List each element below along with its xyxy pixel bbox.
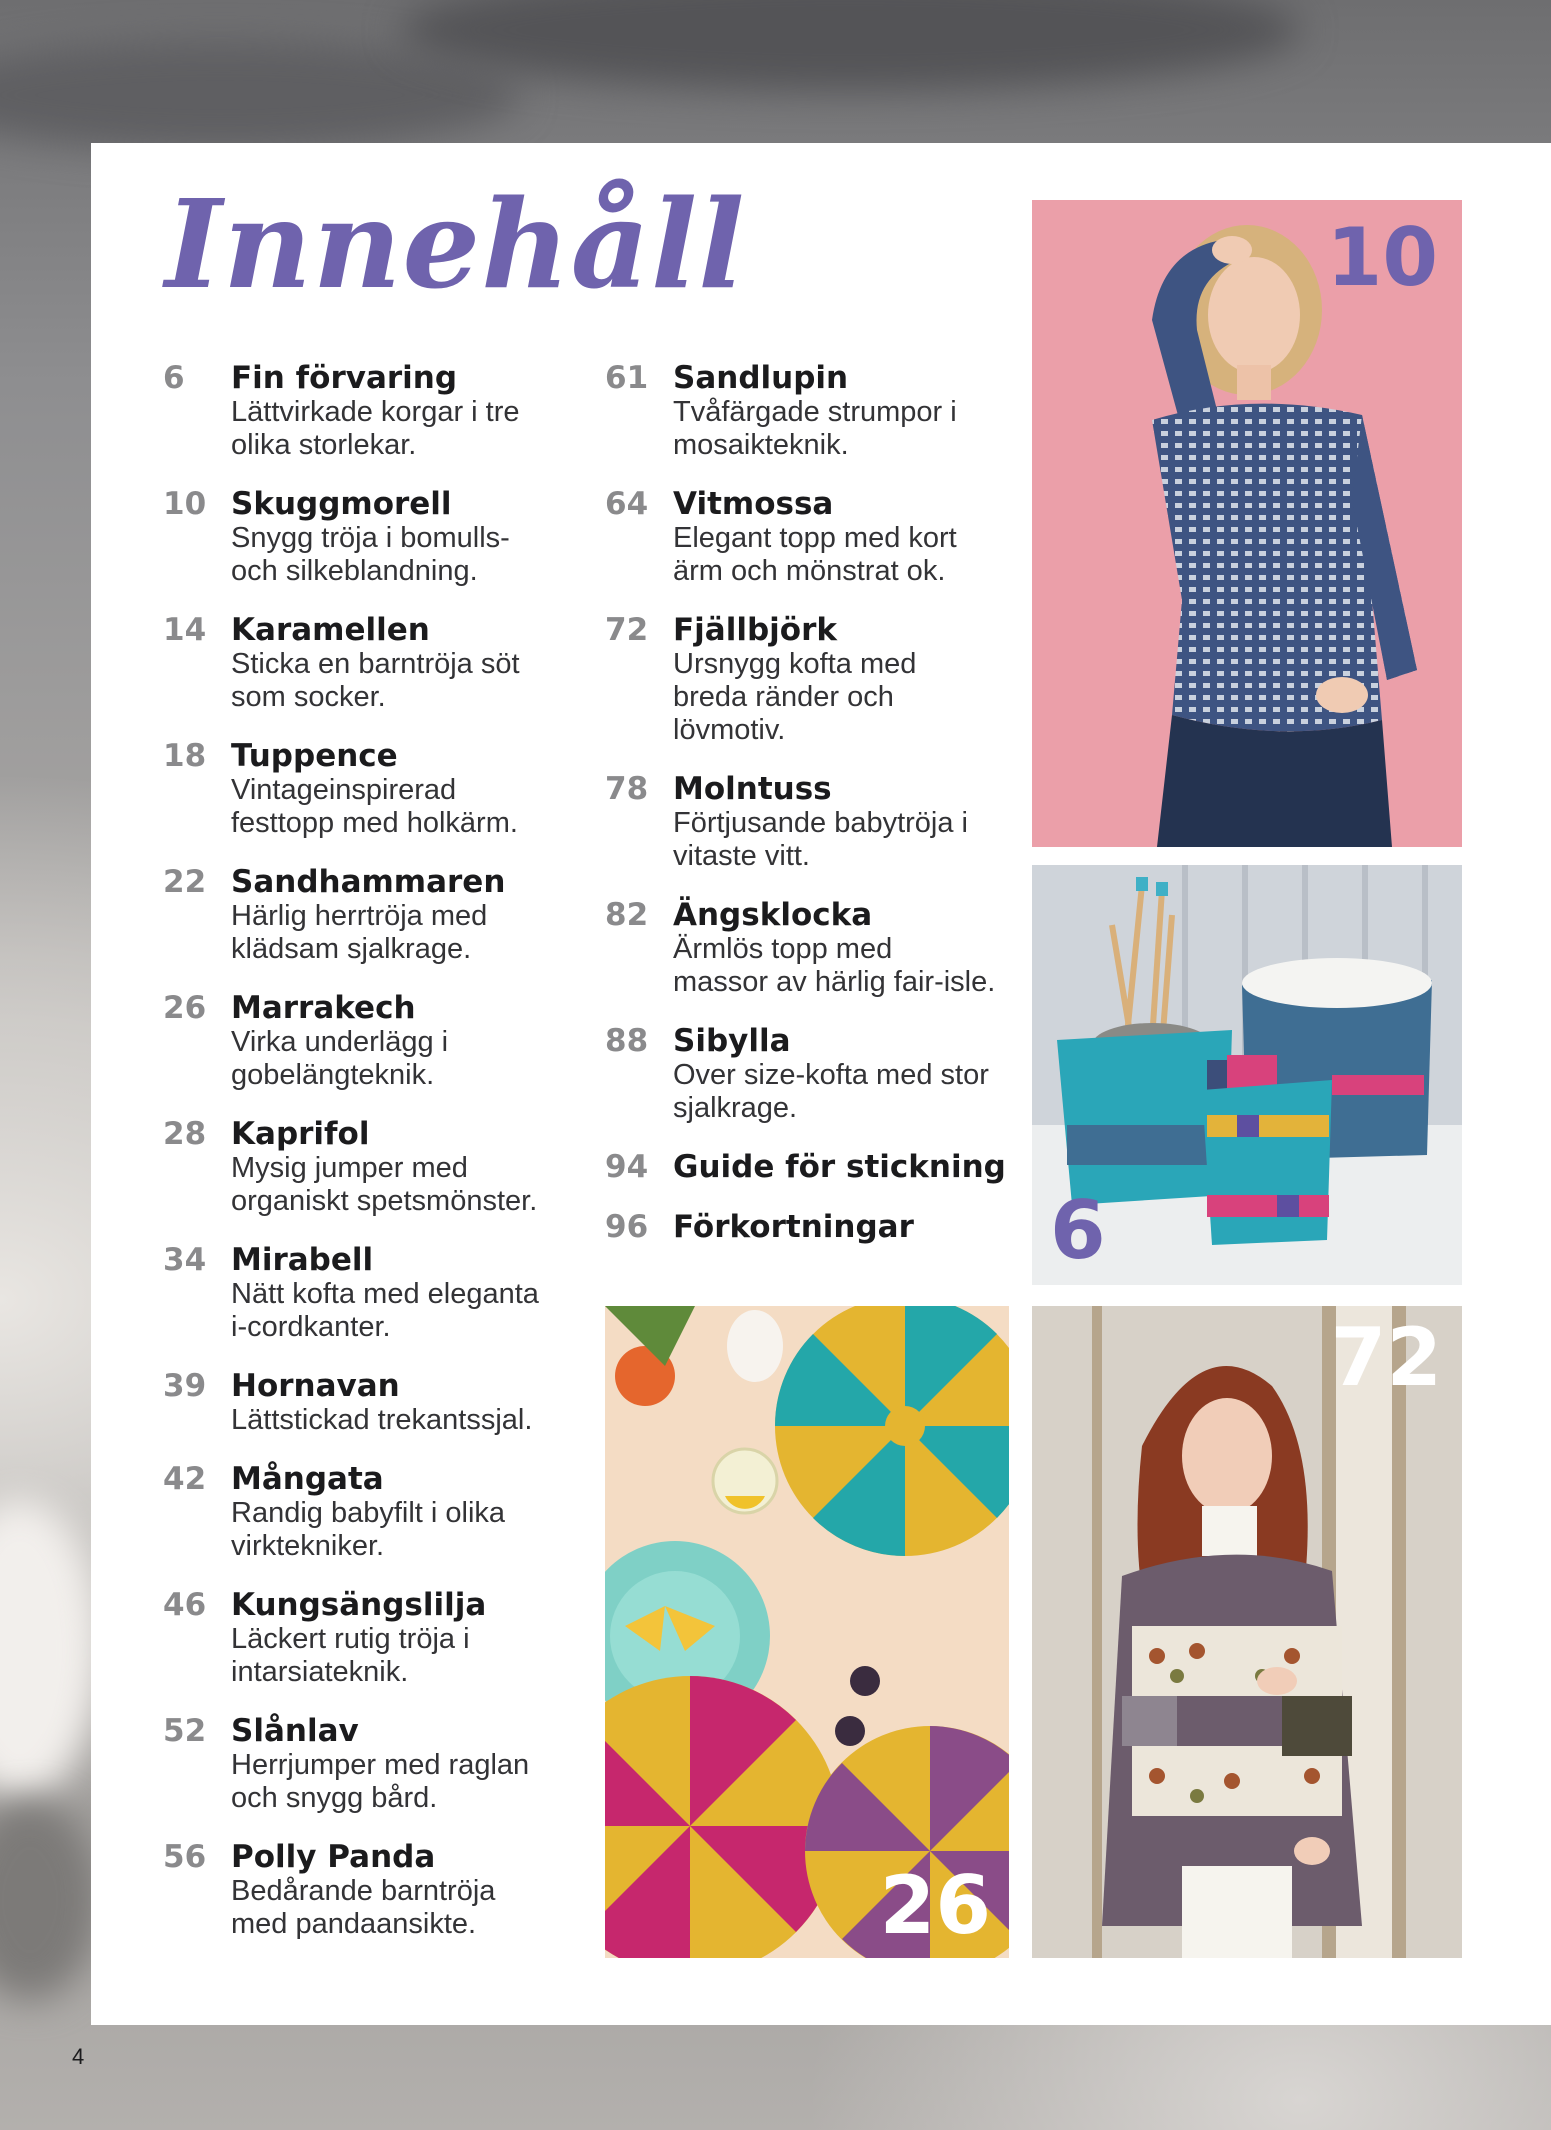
toc-entry[interactable] (605, 1150, 1006, 1185)
toc-entry-description: Elegant topp med kort ärm och mönstrat ok. (673, 522, 957, 587)
background-blur (0, 1800, 100, 2000)
content-page (91, 143, 1551, 2025)
toc-entry-title: Skuggmorell (231, 486, 452, 522)
toc-entry[interactable] (605, 613, 1006, 747)
toc-page-number: 46 (163, 1587, 207, 1623)
toc-page-number: 34 (163, 1242, 207, 1278)
toc-entry[interactable] (163, 361, 561, 462)
toc-page-number: 96 (605, 1209, 649, 1245)
toc-page-number: 78 (605, 771, 649, 807)
toc-entry-description: Läckert rutig tröja i intarsiateknik. (231, 1623, 470, 1688)
background-blur (0, 1500, 100, 1800)
toc-entry-title: Kungsängslilja (231, 1587, 487, 1623)
toc-page-number: 22 (163, 864, 207, 900)
toc-entry-title: Kaprifol (231, 1116, 370, 1152)
toc-entry-title: Tuppence (231, 738, 398, 774)
page-number-label: 26 (879, 1859, 991, 1952)
toc-page-number: 14 (163, 612, 207, 648)
toc-entry-title: Polly Panda (231, 1839, 436, 1875)
photo-baskets (1032, 865, 1462, 1285)
toc-entry-title: Mångata (231, 1461, 384, 1497)
toc-entry-description: Snygg tröja i bomulls- och silkeblandning. (231, 522, 510, 587)
toc-entry-title: Marrakech (231, 990, 416, 1026)
toc-entry-description: Bedårande barntröja med pandaansikte. (231, 1875, 496, 1940)
toc-entry-description: Mysig jumper med organiskt spetsmönster. (231, 1152, 538, 1217)
page-number-label: 72 (1330, 1311, 1442, 1404)
toc-entry-title: Slånlav (231, 1713, 359, 1749)
toc-entry-description: Härlig herrtröja med klädsam sjalkrage. (231, 900, 488, 965)
toc-entry[interactable] (605, 361, 1006, 462)
photo-coasters (605, 1306, 1009, 1958)
toc-entry-description: Ärmlös topp med massor av härlig fair-isle. (673, 933, 996, 998)
page-number-label: 6 (1050, 1184, 1106, 1277)
toc-entry-title: Molntuss (673, 771, 832, 807)
toc-entry-title: Fin förvaring (231, 360, 458, 396)
toc-entry[interactable] (163, 865, 561, 966)
toc-entry-title: Fjällbjörk (673, 612, 837, 648)
toc-entry[interactable] (163, 487, 561, 588)
photo-cardigan (1032, 1306, 1462, 1958)
toc-entry-description: Sticka en barntröja söt som socker. (231, 648, 520, 713)
photo-sweater (1032, 200, 1462, 847)
toc-entry-description: Tvåfärgade strumpor i mosaikteknik. (673, 396, 957, 461)
toc-entry[interactable] (163, 1462, 561, 1563)
background-blur (0, 40, 520, 150)
toc-entry-title: Guide för stickning (673, 1149, 1006, 1185)
page-title: Innehåll (165, 172, 746, 316)
toc-entry-description: Virka underlägg i gobelängteknik. (231, 1026, 449, 1091)
toc-page-number: 64 (605, 486, 649, 522)
toc-page-number: 28 (163, 1116, 207, 1152)
toc-entry-description: Ursnygg kofta med breda ränder och lövmotiv. (673, 648, 917, 746)
toc-entry[interactable] (163, 1840, 561, 1941)
toc-entry[interactable] (605, 487, 1006, 588)
toc-entry[interactable] (605, 1210, 1006, 1245)
toc-page-number: 52 (163, 1713, 207, 1749)
folio-page-number: 4 (72, 2044, 85, 2069)
toc-entry[interactable] (163, 1117, 561, 1218)
toc-entry-title: Mirabell (231, 1242, 374, 1278)
toc-entry-title: Karamellen (231, 612, 430, 648)
toc-entry-description: Over size-kofta med stor sjalkrage. (673, 1059, 989, 1124)
toc-entry[interactable] (163, 1243, 561, 1344)
toc-entry-title: Vitmossa (673, 486, 834, 522)
toc-page-number: 39 (163, 1368, 207, 1404)
toc-entry[interactable] (605, 1024, 1006, 1125)
toc-entry-description: Förtjusande babytröja i vitaste vitt. (673, 807, 968, 872)
toc-entry-title: Hornavan (231, 1368, 400, 1404)
toc-entry-title: Sandlupin (673, 360, 849, 396)
toc-column-right (605, 361, 1006, 1245)
background-blur (400, 0, 1300, 90)
toc-page-number: 56 (163, 1839, 207, 1875)
toc-entry-title: Sibylla (673, 1023, 791, 1059)
toc-entry-title: Sandhammaren (231, 864, 506, 900)
toc-entry-description: Lättstickad trekantssjal. (231, 1404, 533, 1436)
toc-column-left (163, 361, 561, 1941)
toc-entry[interactable] (605, 898, 1006, 999)
toc-page-number: 6 (163, 360, 185, 396)
toc-entry[interactable] (163, 613, 561, 714)
toc-page-number: 61 (605, 360, 649, 396)
toc-page-number: 18 (163, 738, 207, 774)
toc-entry[interactable] (163, 1588, 561, 1689)
toc-page-number: 72 (605, 612, 649, 648)
toc-page-number: 10 (163, 486, 207, 522)
toc-entry[interactable] (605, 772, 1006, 873)
toc-page-number: 94 (605, 1149, 649, 1185)
toc-entry-description: Randig babyfilt i olika virktekniker. (231, 1497, 506, 1562)
toc-entry-description: Herrjumper med raglan och snygg bård. (231, 1749, 530, 1814)
toc-page-number: 26 (163, 990, 207, 1026)
toc-entry-description: Vintageinspirerad festtopp med holkärm. (231, 774, 518, 839)
toc-page-number: 82 (605, 897, 649, 933)
toc-page-number: 88 (605, 1023, 649, 1059)
toc-entry[interactable] (163, 1714, 561, 1815)
toc-entry-title: Ängsklocka (673, 897, 873, 933)
toc-entry[interactable] (163, 991, 561, 1092)
toc-entry[interactable] (163, 1369, 561, 1437)
toc-entry[interactable] (163, 739, 561, 840)
page-number-label: 10 (1326, 211, 1438, 304)
toc-page-number: 42 (163, 1461, 207, 1497)
toc-entry-description: Lättvirkade korgar i tre olika storlekar. (231, 396, 520, 461)
toc-entry-title: Förkortningar (673, 1209, 914, 1245)
toc-entry-description: Nätt kofta med eleganta i-cordkanter. (231, 1278, 539, 1343)
